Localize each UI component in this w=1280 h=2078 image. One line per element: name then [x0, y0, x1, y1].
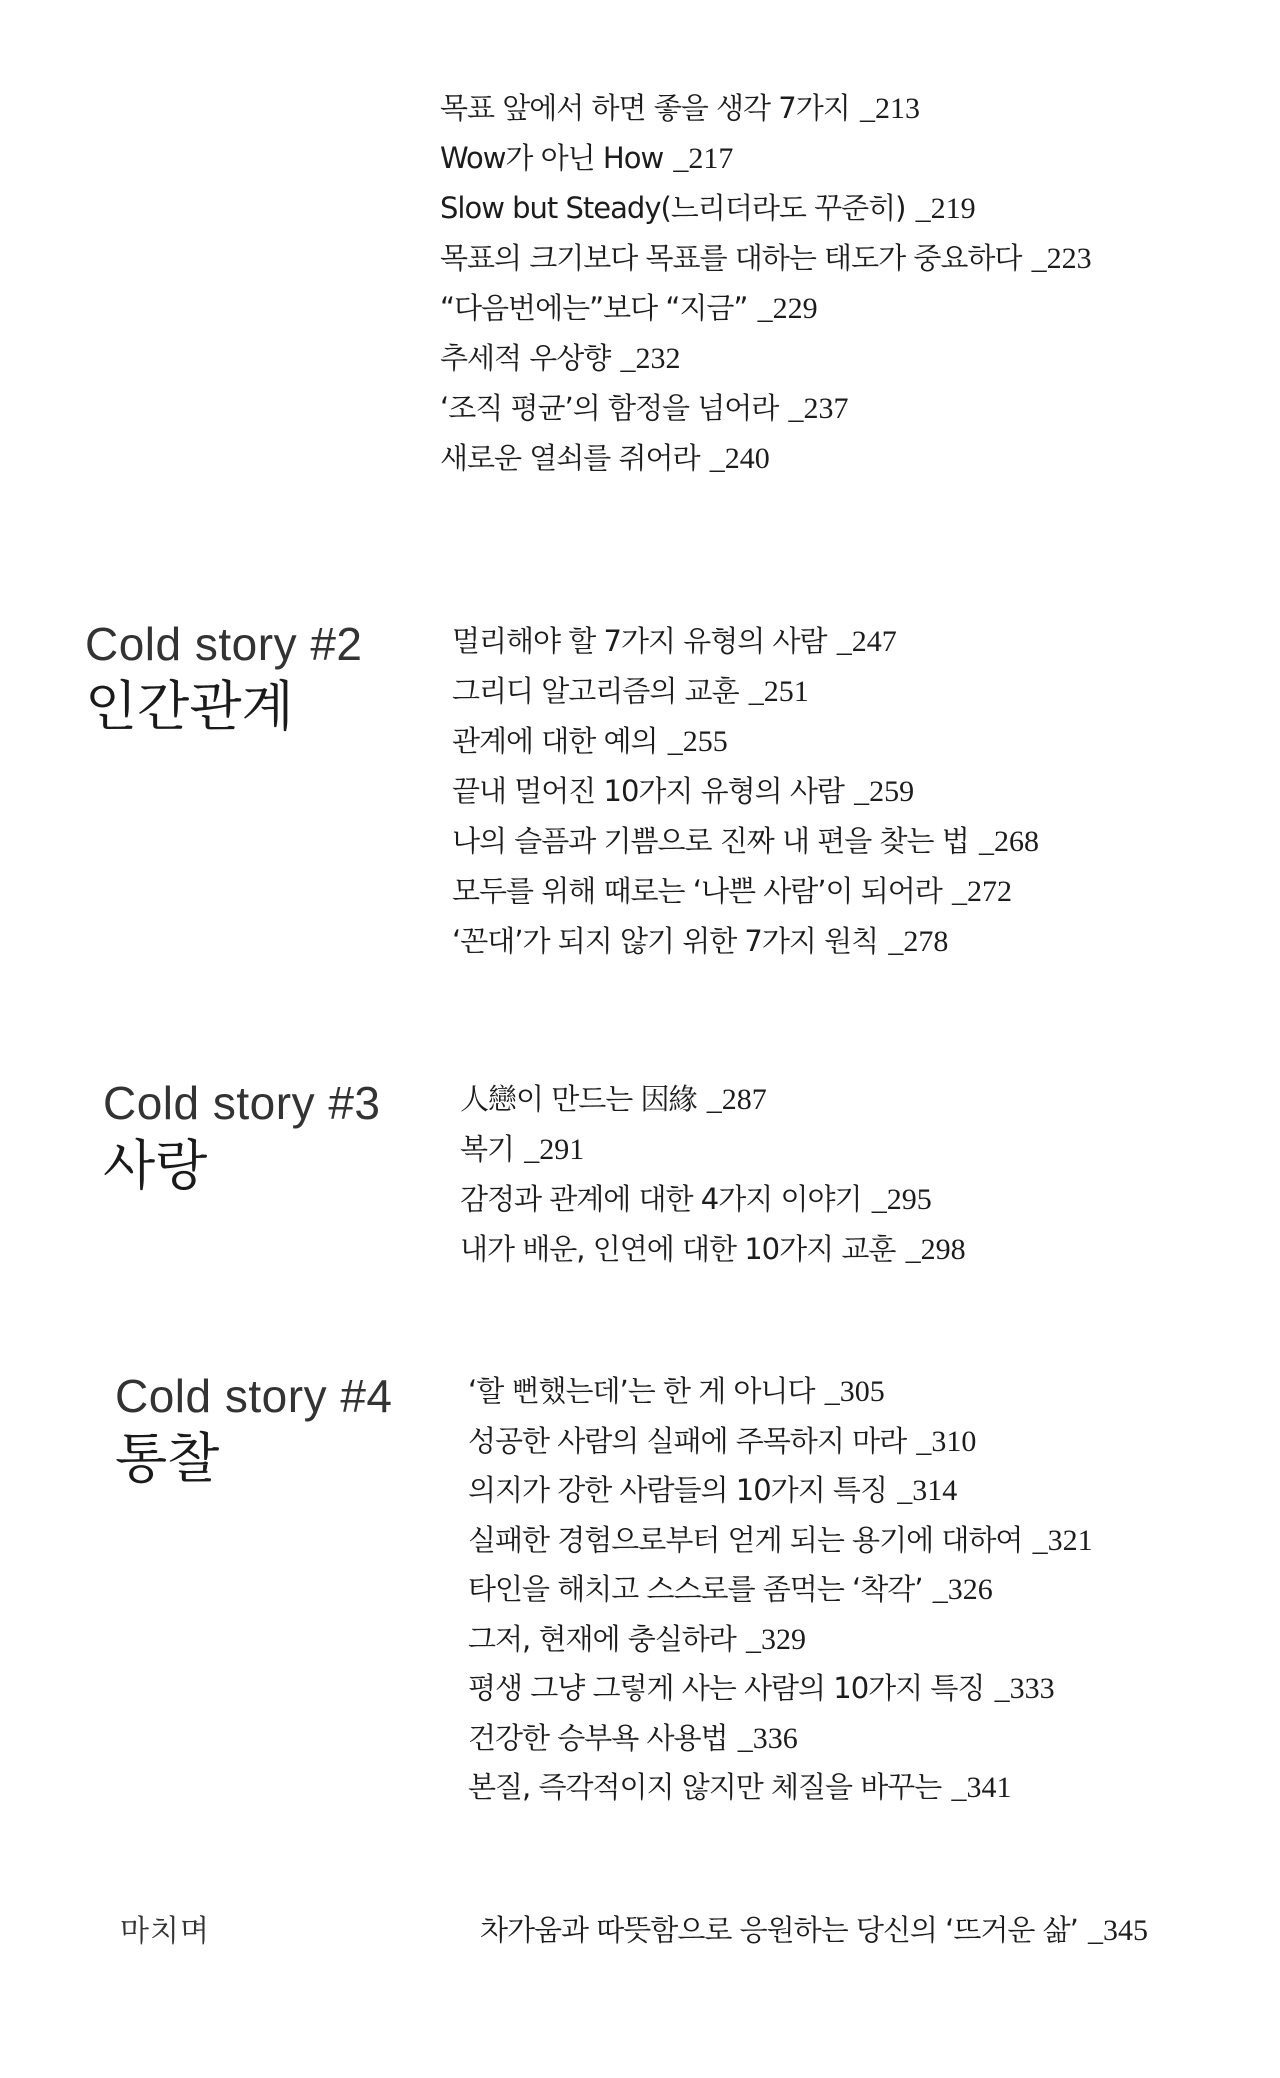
entry-page: _272	[951, 875, 1012, 908]
chapter-label-en: Cold story #2	[85, 618, 363, 670]
chapter-label-ko: 통찰	[115, 1429, 220, 1489]
toc-entry[interactable]	[452, 916, 1039, 966]
chapter-label-ko: 인간관계	[85, 677, 294, 737]
entry-page: _217	[673, 142, 734, 175]
entry-title: 내가 배운, 인연에 대한 10가지 교훈	[460, 1232, 896, 1266]
entry-page: _247	[836, 625, 897, 658]
entry-title: 人戀이 만드는 因緣	[460, 1082, 697, 1116]
toc-entry[interactable]	[440, 133, 1092, 183]
toc-entry[interactable]	[468, 1367, 1093, 1417]
entry-title: 목표의 크기보다 목표를 대하는 태도가 중요하다	[440, 241, 1022, 275]
entry-title: 차가움과 따뜻함으로 응원하는 당신의 ‘뜨거운 삶’	[480, 1913, 1078, 1947]
chapter-label-en: Cold story #4	[115, 1370, 393, 1422]
entry-page: _287	[706, 1083, 767, 1116]
entry-title: 목표 앞에서 하면 좋을 생각 7가지	[440, 91, 850, 125]
toc-entry[interactable]	[452, 766, 1039, 816]
toc-entry[interactable]	[468, 1664, 1093, 1714]
toc-entry[interactable]	[460, 1224, 966, 1274]
toc-entry[interactable]	[468, 1516, 1093, 1566]
toc-section-outro	[480, 1905, 1148, 1955]
entry-title: 타인을 해치고 스스로를 좀먹는 ‘착각’	[468, 1572, 923, 1606]
toc-entry[interactable]	[440, 233, 1092, 283]
entry-page: _232	[620, 342, 681, 375]
toc-entry[interactable]	[468, 1615, 1093, 1665]
entry-page: _259	[854, 775, 915, 808]
chapter-heading-3	[103, 1075, 381, 1201]
entry-title: ‘조직 평균’의 함정을 넘어라	[440, 391, 779, 425]
entry-title: 실패한 경험으로부터 얻게 되는 용기에 대하여	[468, 1522, 1023, 1557]
entry-page: _278	[888, 925, 949, 958]
toc-entry[interactable]	[460, 1124, 966, 1174]
entry-page: _229	[757, 292, 818, 325]
entry-title: 건강한 승부욕 사용법	[468, 1720, 728, 1755]
entry-page: _305	[824, 1375, 885, 1408]
entry-title: 감정과 관계에 대한 4가지 이야기	[460, 1182, 862, 1216]
toc-entry[interactable]	[468, 1714, 1093, 1764]
toc-entry[interactable]	[452, 866, 1039, 916]
entry-title: 추세적 우상향	[440, 341, 611, 375]
toc-section-3	[460, 1074, 966, 1274]
entry-page: _345	[1088, 1914, 1149, 1947]
toc-entry[interactable]	[460, 1074, 966, 1124]
toc-entry[interactable]	[452, 616, 1039, 666]
outro-heading: 마치며	[120, 1914, 210, 1949]
toc-entry[interactable]	[480, 1905, 1148, 1955]
chapter-label-ko: 사랑	[103, 1136, 208, 1196]
entry-title: 관계에 대한 예의	[452, 724, 658, 758]
toc-section-2	[452, 616, 1039, 966]
entry-page: _298	[905, 1233, 966, 1266]
toc-entry[interactable]	[440, 383, 1092, 433]
entry-title: 나의 슬픔과 기쁨으로 진짜 내 편을 찾는 법	[452, 824, 969, 858]
entry-page: _314	[897, 1474, 958, 1507]
entry-page: _333	[994, 1672, 1055, 1705]
toc-entry[interactable]	[468, 1417, 1093, 1467]
chapter-heading-4	[115, 1368, 393, 1494]
toc-entry[interactable]	[468, 1466, 1093, 1516]
toc-section-continued	[440, 83, 1092, 483]
toc-entry[interactable]	[452, 716, 1039, 766]
entry-title: 그저, 현재에 충실하라	[468, 1621, 736, 1656]
entry-title: 끝내 멀어진 10가지 유형의 사람	[452, 774, 844, 808]
toc-entry[interactable]	[452, 666, 1039, 716]
toc-entry[interactable]	[440, 283, 1092, 333]
entry-title: “다음번에는”보다 “지금”	[440, 291, 748, 325]
toc-entry[interactable]	[440, 333, 1092, 383]
toc-entry[interactable]	[468, 1565, 1093, 1615]
entry-title: Wow가 아닌 How	[440, 141, 664, 175]
entry-page: _336	[737, 1721, 798, 1755]
entry-page: _223	[1031, 242, 1092, 275]
entry-title: 새로운 열쇠를 쥐어라	[440, 441, 700, 475]
chapter-heading-2	[85, 616, 363, 742]
entry-title: ‘할 뻔했는데’는 한 게 아니다	[468, 1374, 815, 1408]
entry-title: 복기	[460, 1132, 515, 1166]
entry-title: 성공한 사람의 실패에 주목하지 마라	[468, 1423, 907, 1458]
toc-entry[interactable]	[468, 1763, 1093, 1813]
entry-page: _321	[1032, 1523, 1093, 1557]
entry-title: 모두를 위해 때로는 ‘나쁜 사람’이 되어라	[452, 874, 942, 908]
toc-entry[interactable]	[460, 1174, 966, 1224]
entry-title: ‘꼰대’가 되지 않기 위한 7가지 원칙	[452, 924, 879, 958]
entry-page: _310	[916, 1424, 977, 1458]
entry-page: _329	[746, 1622, 806, 1656]
chapter-label-en: Cold story #3	[103, 1077, 381, 1129]
entry-page: _213	[859, 92, 920, 125]
entry-title: Slow but Steady(느리더라도 꾸준히)	[440, 191, 906, 225]
entry-title: 의지가 강한 사람들의 10가지 특징	[468, 1473, 887, 1507]
toc-entry[interactable]	[452, 816, 1039, 866]
entry-page: _255	[667, 725, 728, 758]
entry-page: _291	[524, 1133, 585, 1166]
entry-page: _251	[748, 675, 809, 708]
toc-entry[interactable]	[440, 183, 1092, 233]
entry-title: 평생 그냥 그렇게 사는 사람의 10가지 특징	[468, 1671, 985, 1705]
entry-title: 멀리해야 할 7가지 유형의 사람	[452, 624, 827, 658]
entry-page: _219	[915, 192, 976, 225]
entry-page: _268	[979, 825, 1039, 858]
toc-section-4	[468, 1367, 1093, 1813]
entry-page: _326	[932, 1573, 993, 1606]
toc-entry[interactable]	[440, 83, 1092, 133]
entry-page: _237	[788, 392, 849, 425]
entry-title: 그리디 알고리즘의 교훈	[452, 674, 739, 708]
entry-page: _341	[951, 1771, 1012, 1804]
entry-page: _240	[709, 442, 770, 475]
entry-title: 본질, 즉각적이지 않지만 체질을 바꾸는	[468, 1770, 942, 1804]
entry-page: _295	[871, 1183, 932, 1216]
toc-entry[interactable]	[440, 433, 1092, 483]
